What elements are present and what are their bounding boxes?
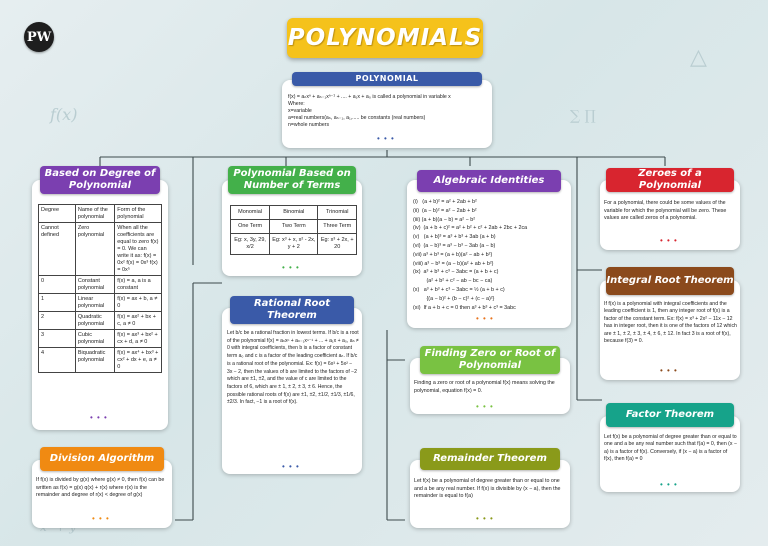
identity-line: (v) (a + b)³ = a³ + b³ + 3ab (a + b) xyxy=(413,234,496,241)
definition-line: f(x) = aₙxⁿ + aₙ₋₁xⁿ⁻¹ + .... + a₁x + a₀ is called a polynomial in variable x xyxy=(288,94,451,100)
background-doodle: ∑ ∏ xyxy=(570,108,596,124)
name-cell: Constant polynomial xyxy=(75,276,114,294)
table-header-row xyxy=(231,206,357,220)
integral-dots: • • • xyxy=(660,366,678,375)
rational-text: Let b/c be a rational fraction in lowest terms. If b/c is a root of the polynomial f(x) = aₙxⁿ + aₙ₋₁xⁿ⁻¹ + ... + a₁x + a₀, aₙ ≠ 0 with integral coefficients, then b is a factor of constant term a₀ and c is a factor of the leading coefficient aₙ. If b/c is a rational root of the polynomial. Ex: f(x) = 6x³ + 5x² − 3x − 2, then the values of b are limited to the factors of −2 which are ±1, ±2, and the value of c are limited to the factors of 6, which are ± 1, ± 2, ± 3, ± 6. Hence, the possible rational roots of f(x) are ±1, ±2, ±1/2, ±1/3, ±1/6, ±2/3. In fact, −1 is a root of f(x). xyxy=(227,330,359,406)
identities-header xyxy=(417,170,561,192)
degree-table xyxy=(38,204,162,373)
background-doodle: f(x) xyxy=(50,105,78,124)
definition-line: Where: xyxy=(288,101,305,107)
factor-label: Factor Theorem xyxy=(625,409,715,420)
name-cell: Linear polynomial xyxy=(75,294,114,312)
identities-label: Algebraic Identities xyxy=(433,175,545,186)
form-cell: When all the coefficients are equal to zero f(x) = 0. We can write it as: f(x) = 0x² f(x) = 0x³ f(x) = 0x⁵ xyxy=(115,223,162,276)
division-header xyxy=(40,447,164,471)
rational-header xyxy=(230,296,354,324)
term-count-cell: Three Term xyxy=(318,220,357,234)
division-text: If f(x) is divided by g(x) where g(x) ≠ 0, then f(x) can be written as f(x) = g(x) q(x) + r(x) where r(x) is the remainder and degree of r(x) < degree of g(x) xyxy=(36,477,165,499)
name-cell: Zero polynomial xyxy=(75,223,114,276)
column-header: Form of the polynomial xyxy=(115,205,162,223)
table-row xyxy=(39,348,162,373)
identity-line: (x) a³ + b³ + c³ − 3abc = ½ (a + b + c) xyxy=(413,286,505,293)
remainder-text: Let f(x) be a polynomial of degree greater than or equal to one and a be any real number. If f(x) is divisible by (x − a), then the remainder is equal to f(a) xyxy=(414,478,561,500)
logo-text: PW xyxy=(26,29,52,45)
remainder-dots: • • • xyxy=(476,514,494,523)
form-cell: f(x) = ax² + bx + c, a ≠ 0 xyxy=(115,312,162,330)
finding-label: Finding Zero or Root of Polynomial xyxy=(424,348,556,371)
identity-line: (vii) a³ + b³ = (a + b)(a² − ab + b²) xyxy=(413,251,493,258)
degree-cell: 4 xyxy=(39,348,76,373)
table-row xyxy=(39,330,162,348)
zeroes-text: For a polynomial, there could be some values of the variable for which the polynomial will be zero. These values are called zeros of a polynomial. xyxy=(604,200,727,222)
degree-cell: 3 xyxy=(39,330,76,348)
identity-line: (ii) (a − b)² = a² − 2ab + b² xyxy=(413,207,477,214)
form-cell: f(x) = ax³ + bx² + cx + d, a ≠ 0 xyxy=(115,330,162,348)
polynomial-dots: • • • xyxy=(377,134,395,143)
rational-dots: • • • xyxy=(282,462,300,471)
identities-dots: • • • xyxy=(476,314,494,323)
identity-line: (viii) a³ − b³ = (a − b)(a² + ab + b²) xyxy=(413,260,494,267)
definition-line: n=whole numbers xyxy=(288,122,330,128)
degree-cell: Cannot defined xyxy=(39,223,76,276)
polynomial-definition xyxy=(288,94,488,129)
integral-text: If f(x) is a polynomial with integral coefficients and the leading coefficient is 1, then any integer root of f(x) is a factor of the constant term. Ex: f(x) = x³ + 2x² − 11x − 12 has in integer root, then it is one of the factors of 12 which are ± 1, ± 2, ± 3, ± 4, ± 6, ± 12. In fact 3 is a root of f(x), because f(3) = 0. xyxy=(604,301,737,345)
name-cell: Cubic polynomial xyxy=(75,330,114,348)
terms-label: Polynomial Based on Number of Terms xyxy=(233,168,351,191)
zeroes-header xyxy=(606,168,734,192)
division-label: Division Algorithm xyxy=(49,453,155,464)
column-header: Trinomial xyxy=(318,206,357,220)
identity-line: (a² + b² + c² − ab − bc − ca) xyxy=(413,278,493,285)
degree-label: Based on Degree of Polynomial xyxy=(44,168,156,191)
integral-label: Integral Root Theorem xyxy=(606,275,734,286)
form-cell: f(x) = ax⁴ + bx³ + cx² + dx + e, a ≠ 0 xyxy=(115,348,162,373)
integral-header xyxy=(606,267,734,295)
column-header: Monomial xyxy=(231,206,270,220)
name-cell: Quadratic polynomial xyxy=(75,312,114,330)
division-dots: • • • xyxy=(92,514,110,523)
rational-label: Rational Root Theorem xyxy=(253,298,331,321)
identity-line: (iii) (a + b)(a − b) = a² − b² xyxy=(413,216,476,223)
terms-dots: • • • xyxy=(282,263,300,272)
page-title: POLYNOMIALS xyxy=(287,25,483,51)
form-cell: f(x) = ax + b, a ≠ 0 xyxy=(115,294,162,312)
identity-line: (ix) a³ + b³ + c³ − 3abc = (a + b + c) xyxy=(413,269,499,276)
table-row xyxy=(231,234,357,255)
column-header: Degree xyxy=(39,205,76,223)
identity-line: (i) (a + b)² = a² + 2ab + b² xyxy=(413,199,477,205)
polynomial-label: POLYNOMIAL xyxy=(355,74,419,83)
zeroes-dots: • • • xyxy=(660,236,678,245)
finding-text: Finding a zero or root of a polynomial f(x) means solving the polynomial, equation f(x) = 0. xyxy=(414,380,555,394)
table-header-row xyxy=(39,205,162,223)
table-row xyxy=(39,276,162,294)
identity-line: (vi) (a − b)³ = a³ − b³ − 3ab (a − b) xyxy=(413,242,496,249)
polynomial-header xyxy=(292,72,482,86)
zeroes-label: Zeroes of a Polynomial xyxy=(638,168,702,191)
term-count-cell: One Term xyxy=(231,220,270,234)
background-doodle: △ xyxy=(690,45,707,70)
name-cell: Biquadratic polynomial xyxy=(75,348,114,373)
identities-list xyxy=(413,198,568,312)
identity-line: (iv) (a + b + c)² = a² + b² + c² + 2ab + 2bc + 2ca xyxy=(413,225,528,232)
definition-line: x=variable xyxy=(288,108,312,114)
degree-cell: 0 xyxy=(39,276,76,294)
table-row xyxy=(39,294,162,312)
example-cell: Eg: x³ + x, x² - 2x, y + 2 xyxy=(270,234,318,255)
identity-line: (xi) If a + b + c = 0 then a³ + b³ + c³ = 3abc xyxy=(413,304,516,311)
column-header: Binomial xyxy=(270,206,318,220)
degree-cell: 1 xyxy=(39,294,76,312)
degree-cell: 2 xyxy=(39,312,76,330)
finding-dots: • • • xyxy=(476,402,494,411)
degree-header xyxy=(40,166,160,194)
table-row xyxy=(39,312,162,330)
example-cell: Eg: x, 3y, 29, x/2 xyxy=(231,234,270,255)
factor-dots: • • • xyxy=(660,480,678,489)
terms-table xyxy=(230,205,357,255)
factor-header xyxy=(606,403,734,427)
degree-dots: • • • xyxy=(90,413,108,422)
table-row xyxy=(39,223,162,276)
example-cell: Eg: x³ + 2x, + 20 xyxy=(318,234,357,255)
form-cell: f(x) = a, a is a constant xyxy=(115,276,162,294)
remainder-label: Remainder Theorem xyxy=(433,453,547,464)
column-header: Name of the polynomial xyxy=(75,205,114,223)
identity-line: {(a − b)² + (b − c)² + (c − a)²} xyxy=(413,295,495,302)
table-row xyxy=(231,220,357,234)
finding-header xyxy=(420,346,560,374)
remainder-header xyxy=(420,448,560,470)
factor-text: Let f(x) be a polynomial of degree greater than or equal to one and a be any real number such that f(a) = 0, then (x − a) is a factor of f(x). Conversely, if (x − a) is a factor of f(x), then f(a) = 0 xyxy=(604,434,737,463)
terms-header xyxy=(228,166,356,194)
term-count-cell: Two Term xyxy=(270,220,318,234)
definition-line: a=real numbers(aₙ, aₙ₋₁, a₁,..... be constants (real numbers) xyxy=(288,115,426,121)
